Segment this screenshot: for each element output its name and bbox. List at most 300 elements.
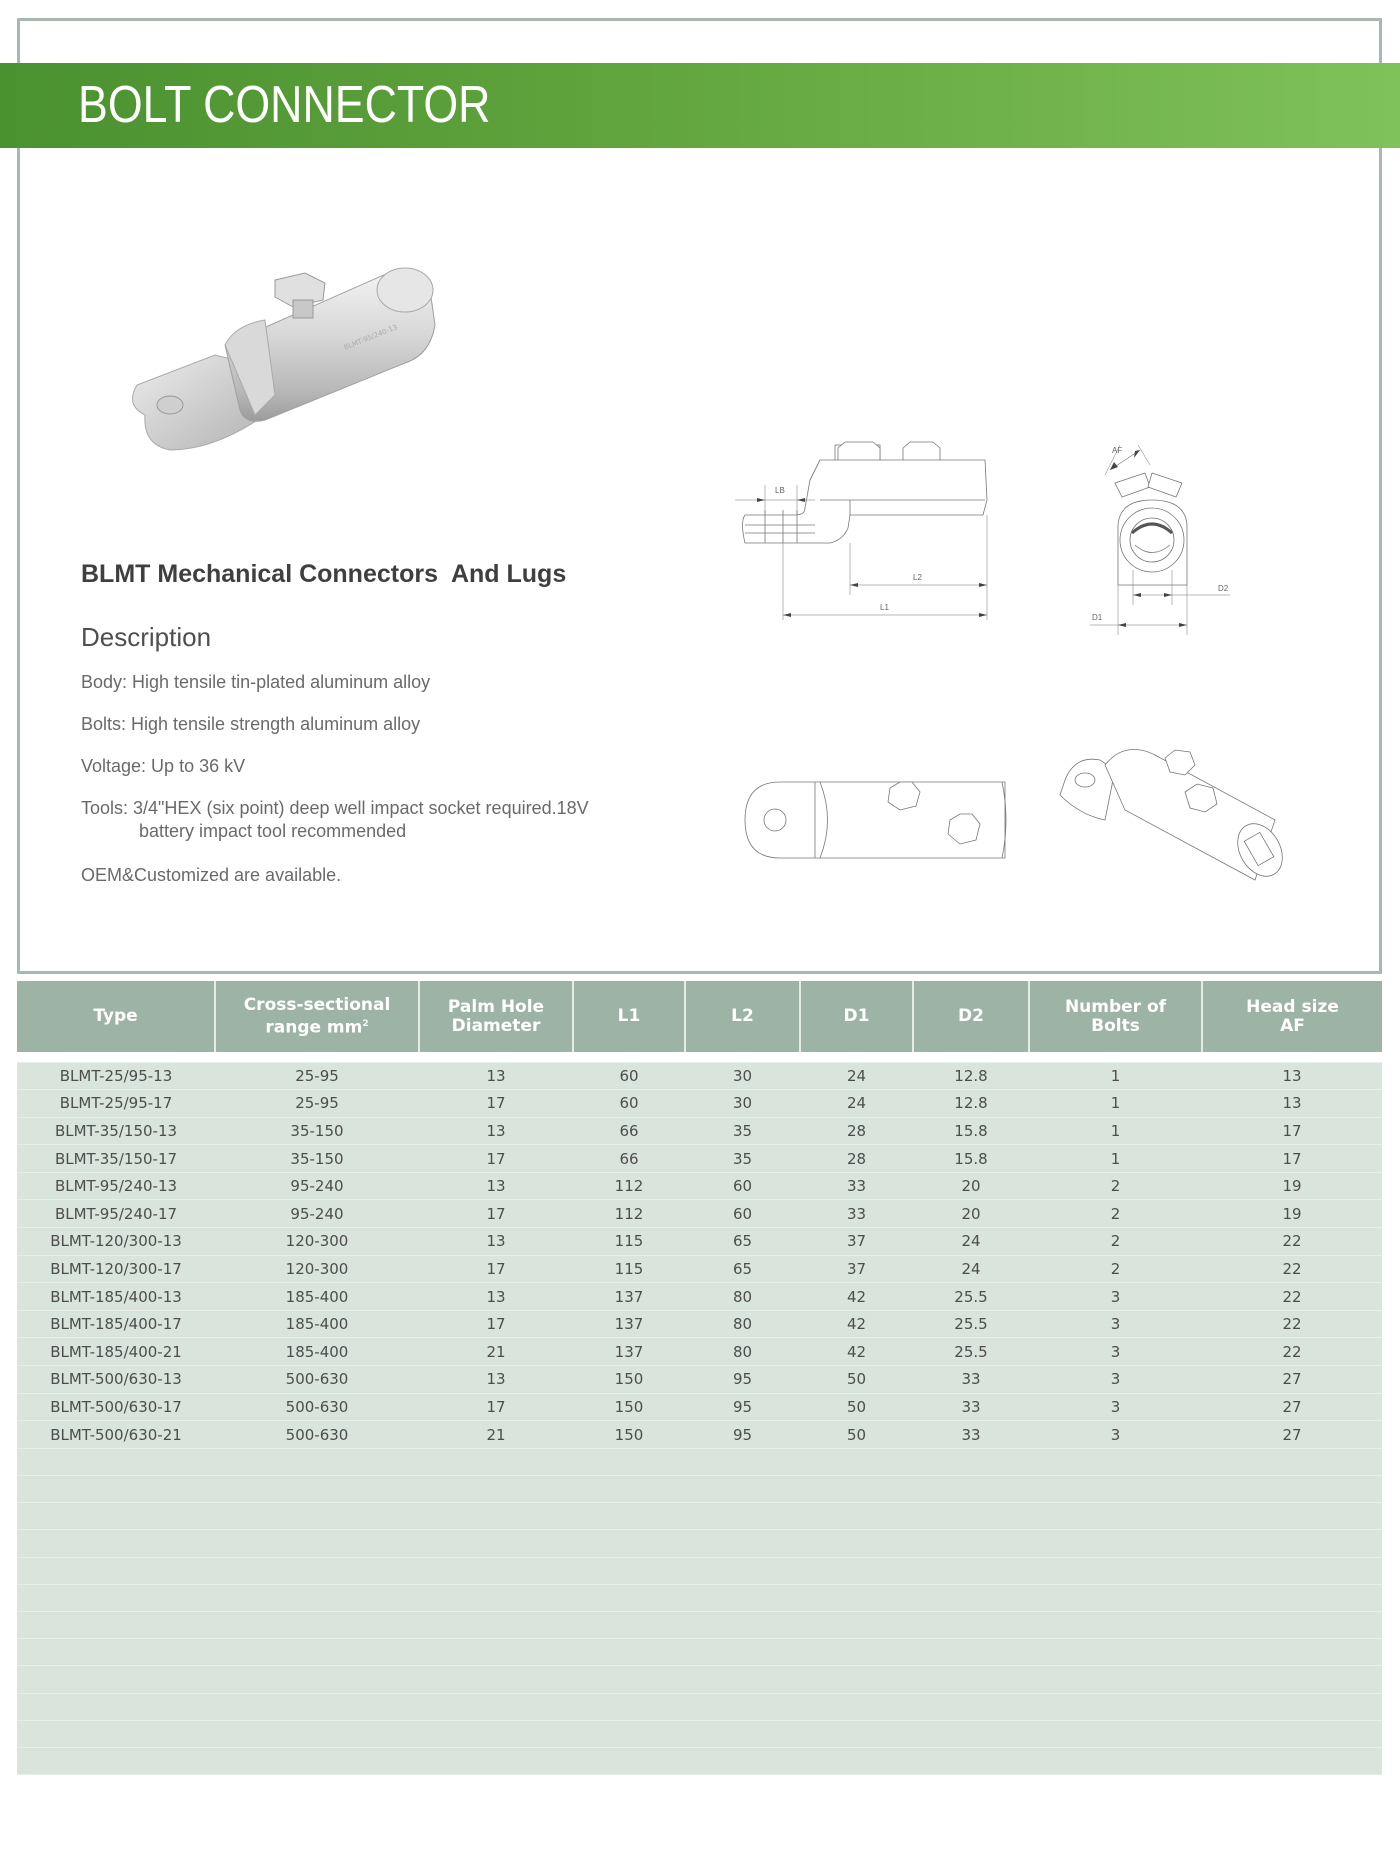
- cell-l1: 112: [573, 1200, 685, 1228]
- cell-empty: [419, 1639, 573, 1666]
- table-row-empty: [17, 1448, 1382, 1475]
- table-row: [17, 1172, 1382, 1200]
- cell-d2: 12.8: [913, 1090, 1029, 1118]
- cell-empty: [17, 1557, 215, 1584]
- cell-number-of-bolts: 3: [1029, 1283, 1202, 1311]
- cell-head-size: 17: [1202, 1145, 1382, 1173]
- cell-empty: [17, 1584, 215, 1611]
- cell-empty: [685, 1530, 800, 1557]
- description-tools-line1: Tools: 3/4"HEX (six point) deep well impact socket required.18V: [81, 798, 589, 818]
- cell-empty: [419, 1530, 573, 1557]
- cell-cross-section: 500-630: [215, 1393, 419, 1421]
- cell-d2: 12.8: [913, 1062, 1029, 1090]
- cell-empty: [1202, 1693, 1382, 1720]
- cell-cross-section: 120-300: [215, 1255, 419, 1283]
- svg-text:BLMT-95/240-13: BLMT-95/240-13: [342, 323, 399, 352]
- cell-d2: 25.5: [913, 1338, 1029, 1366]
- cell-empty: [800, 1639, 913, 1666]
- table-spacer: [17, 1052, 1382, 1062]
- cell-head-size: 22: [1202, 1338, 1382, 1366]
- cell-empty: [800, 1666, 913, 1693]
- side-view-drawing: [735, 440, 1040, 640]
- cell-type: BLMT-25/95-17: [17, 1090, 215, 1118]
- cell-type: BLMT-35/150-17: [17, 1145, 215, 1173]
- cell-head-size: 22: [1202, 1228, 1382, 1256]
- table-row: [17, 1421, 1382, 1449]
- cell-empty: [1202, 1530, 1382, 1557]
- header-number-of-bolts: [1029, 981, 1202, 1052]
- cell-empty: [685, 1584, 800, 1611]
- spec-table: [17, 981, 1382, 1775]
- cell-empty: [1029, 1747, 1202, 1774]
- cell-empty: [685, 1611, 800, 1638]
- cell-empty: [913, 1666, 1029, 1693]
- cell-empty: [215, 1448, 419, 1475]
- cell-l2: 95: [685, 1393, 800, 1421]
- cell-empty: [800, 1557, 913, 1584]
- cell-empty: [215, 1557, 419, 1584]
- cell-empty: [685, 1503, 800, 1530]
- cell-cross-section: 25-95: [215, 1062, 419, 1090]
- cell-cross-section: 95-240: [215, 1172, 419, 1200]
- cell-type: BLMT-35/150-13: [17, 1117, 215, 1145]
- cell-number-of-bolts: 1: [1029, 1090, 1202, 1118]
- cell-empty: [800, 1530, 913, 1557]
- table-row: [17, 1117, 1382, 1145]
- header-d1: D1: [800, 981, 913, 1052]
- cell-empty: [215, 1639, 419, 1666]
- spacer-cell: [17, 1052, 1382, 1062]
- cell-d1: 50: [800, 1421, 913, 1449]
- page-title: BOLT CONNECTOR: [78, 76, 491, 134]
- cell-type: BLMT-185/400-13: [17, 1283, 215, 1311]
- header-palm-hole: [419, 981, 573, 1052]
- cell-empty: [1029, 1557, 1202, 1584]
- cell-cross-section: 120-300: [215, 1228, 419, 1256]
- cell-palm-hole: 13: [419, 1062, 573, 1090]
- cell-head-size: 13: [1202, 1062, 1382, 1090]
- cell-empty: [800, 1476, 913, 1503]
- cell-empty: [573, 1666, 685, 1693]
- cell-d1: 50: [800, 1393, 913, 1421]
- cell-number-of-bolts: 3: [1029, 1366, 1202, 1394]
- cell-l2: 35: [685, 1145, 800, 1173]
- cell-empty: [573, 1557, 685, 1584]
- cell-empty: [17, 1693, 215, 1720]
- cell-empty: [215, 1666, 419, 1693]
- cell-palm-hole: 21: [419, 1421, 573, 1449]
- cell-empty: [215, 1720, 419, 1747]
- cell-palm-hole: 13: [419, 1366, 573, 1394]
- cell-empty: [573, 1503, 685, 1530]
- cell-empty: [685, 1747, 800, 1774]
- cell-empty: [913, 1530, 1029, 1557]
- cell-empty: [215, 1747, 419, 1774]
- cell-palm-hole: 21: [419, 1338, 573, 1366]
- cell-empty: [419, 1476, 573, 1503]
- cell-d2: 15.8: [913, 1117, 1029, 1145]
- cell-l1: 112: [573, 1172, 685, 1200]
- cell-empty: [1029, 1611, 1202, 1638]
- table-row: [17, 1090, 1382, 1118]
- label-d1: D1: [1092, 613, 1103, 622]
- cell-empty: [685, 1448, 800, 1475]
- table-row: [17, 1366, 1382, 1394]
- cell-empty: [800, 1611, 913, 1638]
- cell-empty: [1029, 1476, 1202, 1503]
- cell-empty: [685, 1639, 800, 1666]
- cell-number-of-bolts: 3: [1029, 1393, 1202, 1421]
- cell-empty: [573, 1693, 685, 1720]
- cell-empty: [913, 1448, 1029, 1475]
- table-row-empty: [17, 1611, 1382, 1638]
- table-row: [17, 1393, 1382, 1421]
- description-oem: OEM&Customized are available.: [81, 865, 342, 885]
- cell-head-size: 19: [1202, 1172, 1382, 1200]
- cell-empty: [800, 1503, 913, 1530]
- cell-empty: [419, 1666, 573, 1693]
- table-row: [17, 1338, 1382, 1366]
- cell-cross-section: 185-400: [215, 1283, 419, 1311]
- table-row: [17, 1255, 1382, 1283]
- cell-d2: 24: [913, 1255, 1029, 1283]
- cell-empty: [1202, 1611, 1382, 1638]
- cell-palm-hole: 13: [419, 1283, 573, 1311]
- cell-type: BLMT-120/300-17: [17, 1255, 215, 1283]
- cell-empty: [1029, 1693, 1202, 1720]
- cell-d1: 42: [800, 1283, 913, 1311]
- cell-number-of-bolts: 1: [1029, 1062, 1202, 1090]
- cell-d2: 20: [913, 1200, 1029, 1228]
- cell-empty: [419, 1693, 573, 1720]
- cell-l1: 66: [573, 1145, 685, 1173]
- cell-empty: [17, 1747, 215, 1774]
- header-cross-section-line2: range mm: [265, 1017, 363, 1038]
- table-row-empty: [17, 1693, 1382, 1720]
- table-row-empty: [17, 1584, 1382, 1611]
- cell-empty: [1029, 1448, 1202, 1475]
- cell-empty: [1202, 1747, 1382, 1774]
- cell-l2: 60: [685, 1200, 800, 1228]
- cell-l2: 30: [685, 1062, 800, 1090]
- cell-number-of-bolts: 2: [1029, 1255, 1202, 1283]
- cell-empty: [913, 1693, 1029, 1720]
- description-body: Body: High tensile tin-plated aluminum alloy: [81, 672, 431, 692]
- cell-d1: 24: [800, 1062, 913, 1090]
- cell-empty: [1029, 1530, 1202, 1557]
- cell-empty: [1202, 1639, 1382, 1666]
- cell-head-size: 22: [1202, 1283, 1382, 1311]
- header-bolts-line2: Bolts: [1091, 1015, 1140, 1036]
- description-heading: Description: [81, 622, 212, 652]
- cell-empty: [573, 1476, 685, 1503]
- table-row: [17, 1228, 1382, 1256]
- cell-d1: 50: [800, 1366, 913, 1394]
- cell-empty: [419, 1611, 573, 1638]
- cell-empty: [913, 1720, 1029, 1747]
- cell-head-size: 27: [1202, 1421, 1382, 1449]
- cell-empty: [1029, 1503, 1202, 1530]
- cell-empty: [1202, 1720, 1382, 1747]
- cell-empty: [419, 1720, 573, 1747]
- cell-empty: [573, 1448, 685, 1475]
- header-head-size: [1202, 981, 1382, 1052]
- header-head-line1: Head size: [1246, 996, 1339, 1017]
- cell-type: BLMT-185/400-21: [17, 1338, 215, 1366]
- cell-empty: [1202, 1557, 1382, 1584]
- cell-l1: 60: [573, 1090, 685, 1118]
- cell-l2: 95: [685, 1421, 800, 1449]
- cell-empty: [573, 1639, 685, 1666]
- product-title: BLMT Mechanical Connectors And Lugs: [81, 560, 567, 588]
- header-palm-line1: Palm Hole: [447, 996, 545, 1017]
- header-palm-line2: Diameter: [451, 1015, 541, 1036]
- cell-empty: [1029, 1584, 1202, 1611]
- cell-empty: [419, 1747, 573, 1774]
- cell-d2: 25.5: [913, 1310, 1029, 1338]
- cell-cross-section: 95-240: [215, 1200, 419, 1228]
- title-banner: [0, 63, 1400, 148]
- cell-empty: [800, 1584, 913, 1611]
- cell-cross-section: 35-150: [215, 1145, 419, 1173]
- isometric-drawing: [1045, 740, 1290, 890]
- cell-empty: [913, 1639, 1029, 1666]
- cell-d2: 24: [913, 1228, 1029, 1256]
- cell-empty: [685, 1720, 800, 1747]
- cell-cross-section: 185-400: [215, 1310, 419, 1338]
- cell-empty: [419, 1584, 573, 1611]
- cell-l2: 80: [685, 1283, 800, 1311]
- cell-palm-hole: 17: [419, 1090, 573, 1118]
- cell-number-of-bolts: 3: [1029, 1310, 1202, 1338]
- cell-head-size: 27: [1202, 1366, 1382, 1394]
- cell-empty: [419, 1503, 573, 1530]
- cell-palm-hole: 17: [419, 1310, 573, 1338]
- label-af: AF: [1112, 446, 1123, 455]
- cell-empty: [573, 1720, 685, 1747]
- cell-l1: 150: [573, 1393, 685, 1421]
- cell-type: BLMT-185/400-17: [17, 1310, 215, 1338]
- cell-head-size: 27: [1202, 1393, 1382, 1421]
- cell-cross-section: 500-630: [215, 1421, 419, 1449]
- header-cross-section-line1: Cross-sectional: [243, 994, 391, 1015]
- table-row-empty: [17, 1747, 1382, 1774]
- cell-palm-hole: 17: [419, 1255, 573, 1283]
- cell-cross-section: 185-400: [215, 1338, 419, 1366]
- cell-l2: 60: [685, 1172, 800, 1200]
- cell-empty: [685, 1693, 800, 1720]
- table-row-empty: [17, 1666, 1382, 1693]
- cell-type: BLMT-25/95-13: [17, 1062, 215, 1090]
- cell-empty: [1029, 1720, 1202, 1747]
- cell-l1: 66: [573, 1117, 685, 1145]
- cell-number-of-bolts: 2: [1029, 1200, 1202, 1228]
- cell-cross-section: 25-95: [215, 1090, 419, 1118]
- table-row-empty: [17, 1530, 1382, 1557]
- cell-l1: 115: [573, 1255, 685, 1283]
- cell-head-size: 22: [1202, 1310, 1382, 1338]
- cell-l2: 80: [685, 1338, 800, 1366]
- header-cross-section-sup: 2: [362, 1018, 369, 1029]
- cell-empty: [17, 1666, 215, 1693]
- cell-type: BLMT-120/300-13: [17, 1228, 215, 1256]
- cell-d1: 37: [800, 1255, 913, 1283]
- header-head-line2: AF: [1280, 1015, 1305, 1036]
- label-l2: L2: [913, 573, 922, 582]
- cell-empty: [1202, 1584, 1382, 1611]
- cell-l1: 60: [573, 1062, 685, 1090]
- table-row-empty: [17, 1639, 1382, 1666]
- cell-head-size: 19: [1202, 1200, 1382, 1228]
- header-l2: L2: [685, 981, 800, 1052]
- cell-l2: 35: [685, 1117, 800, 1145]
- cell-l1: 137: [573, 1310, 685, 1338]
- cell-empty: [685, 1557, 800, 1584]
- cell-empty: [800, 1693, 913, 1720]
- cell-empty: [215, 1693, 419, 1720]
- cell-number-of-bolts: 3: [1029, 1421, 1202, 1449]
- header-l1: L1: [573, 981, 685, 1052]
- table-row-empty: [17, 1720, 1382, 1747]
- cell-empty: [685, 1666, 800, 1693]
- cell-number-of-bolts: 1: [1029, 1145, 1202, 1173]
- cell-l1: 150: [573, 1421, 685, 1449]
- cell-l2: 30: [685, 1090, 800, 1118]
- cell-empty: [215, 1584, 419, 1611]
- cell-d1: 37: [800, 1228, 913, 1256]
- header-bolts-line1: Number of: [1064, 996, 1167, 1017]
- cell-type: BLMT-95/240-13: [17, 1172, 215, 1200]
- cell-head-size: 22: [1202, 1255, 1382, 1283]
- top-view-drawing: [740, 770, 1015, 870]
- cell-empty: [215, 1476, 419, 1503]
- cell-empty: [17, 1448, 215, 1475]
- cell-head-size: 17: [1202, 1117, 1382, 1145]
- cell-empty: [1202, 1448, 1382, 1475]
- cell-head-size: 13: [1202, 1090, 1382, 1118]
- description-bolts: Bolts: High tensile strength aluminum alloy: [81, 714, 421, 734]
- cell-l2: 95: [685, 1366, 800, 1394]
- cell-empty: [913, 1584, 1029, 1611]
- cell-l2: 65: [685, 1255, 800, 1283]
- cell-d1: 42: [800, 1310, 913, 1338]
- cell-l1: 150: [573, 1366, 685, 1394]
- cell-empty: [17, 1639, 215, 1666]
- cell-empty: [1202, 1503, 1382, 1530]
- cell-empty: [419, 1448, 573, 1475]
- cell-empty: [913, 1503, 1029, 1530]
- cell-l2: 65: [685, 1228, 800, 1256]
- cell-d2: 15.8: [913, 1145, 1029, 1173]
- cell-empty: [800, 1720, 913, 1747]
- cell-d2: 20: [913, 1172, 1029, 1200]
- table-row: [17, 1062, 1382, 1090]
- label-d2: D2: [1218, 584, 1229, 593]
- cell-empty: [1202, 1476, 1382, 1503]
- cell-number-of-bolts: 2: [1029, 1228, 1202, 1256]
- cell-cross-section: 500-630: [215, 1366, 419, 1394]
- cell-palm-hole: 17: [419, 1145, 573, 1173]
- cell-d2: 33: [913, 1421, 1029, 1449]
- cell-d1: 24: [800, 1090, 913, 1118]
- cell-d1: 28: [800, 1145, 913, 1173]
- cell-empty: [419, 1557, 573, 1584]
- cell-l2: 80: [685, 1310, 800, 1338]
- cell-empty: [913, 1476, 1029, 1503]
- cell-empty: [17, 1530, 215, 1557]
- cell-empty: [913, 1747, 1029, 1774]
- table-row: [17, 1200, 1382, 1228]
- cell-palm-hole: 17: [419, 1200, 573, 1228]
- header-type: Type: [17, 981, 215, 1052]
- cell-empty: [215, 1503, 419, 1530]
- cell-palm-hole: 13: [419, 1228, 573, 1256]
- cell-empty: [573, 1584, 685, 1611]
- table-row: [17, 1145, 1382, 1173]
- cell-d1: 33: [800, 1200, 913, 1228]
- cell-empty: [17, 1503, 215, 1530]
- cell-type: BLMT-500/630-13: [17, 1366, 215, 1394]
- cell-empty: [800, 1448, 913, 1475]
- cell-empty: [1029, 1666, 1202, 1693]
- cell-d1: 42: [800, 1338, 913, 1366]
- table-row: [17, 1310, 1382, 1338]
- label-l1: L1: [880, 603, 889, 612]
- table-row: [17, 1283, 1382, 1311]
- cell-empty: [573, 1530, 685, 1557]
- cell-d2: 33: [913, 1393, 1029, 1421]
- cell-number-of-bolts: 1: [1029, 1117, 1202, 1145]
- label-lb: LB: [775, 486, 785, 495]
- cell-type: BLMT-95/240-17: [17, 1200, 215, 1228]
- cell-type: BLMT-500/630-21: [17, 1421, 215, 1449]
- cell-palm-hole: 13: [419, 1117, 573, 1145]
- table-row-empty: [17, 1557, 1382, 1584]
- cell-l1: 115: [573, 1228, 685, 1256]
- cell-number-of-bolts: 3: [1029, 1338, 1202, 1366]
- cell-palm-hole: 17: [419, 1393, 573, 1421]
- cell-l1: 137: [573, 1338, 685, 1366]
- cell-empty: [17, 1611, 215, 1638]
- header-d2: D2: [913, 981, 1029, 1052]
- table-row-empty: [17, 1476, 1382, 1503]
- table-body: [17, 1052, 1382, 1775]
- description-voltage: Voltage: Up to 36 kV: [81, 756, 246, 776]
- cell-empty: [800, 1747, 913, 1774]
- cell-empty: [1029, 1639, 1202, 1666]
- cell-empty: [1202, 1666, 1382, 1693]
- cell-empty: [215, 1611, 419, 1638]
- description-tools: [81, 797, 589, 843]
- cell-empty: [215, 1530, 419, 1557]
- product-photo: [115, 245, 455, 475]
- cell-empty: [17, 1476, 215, 1503]
- cell-number-of-bolts: 2: [1029, 1172, 1202, 1200]
- cell-d1: 33: [800, 1172, 913, 1200]
- cell-empty: [573, 1611, 685, 1638]
- cell-type: BLMT-500/630-17: [17, 1393, 215, 1421]
- end-view-drawing: [1090, 445, 1270, 640]
- cell-l1: 137: [573, 1283, 685, 1311]
- table-row-empty: [17, 1503, 1382, 1530]
- cell-empty: [573, 1747, 685, 1774]
- cell-empty: [913, 1557, 1029, 1584]
- cell-d2: 33: [913, 1366, 1029, 1394]
- cell-d2: 25.5: [913, 1283, 1029, 1311]
- cell-cross-section: 35-150: [215, 1117, 419, 1145]
- description-tools-line2: battery impact tool recommended: [139, 821, 407, 841]
- cell-d1: 28: [800, 1117, 913, 1145]
